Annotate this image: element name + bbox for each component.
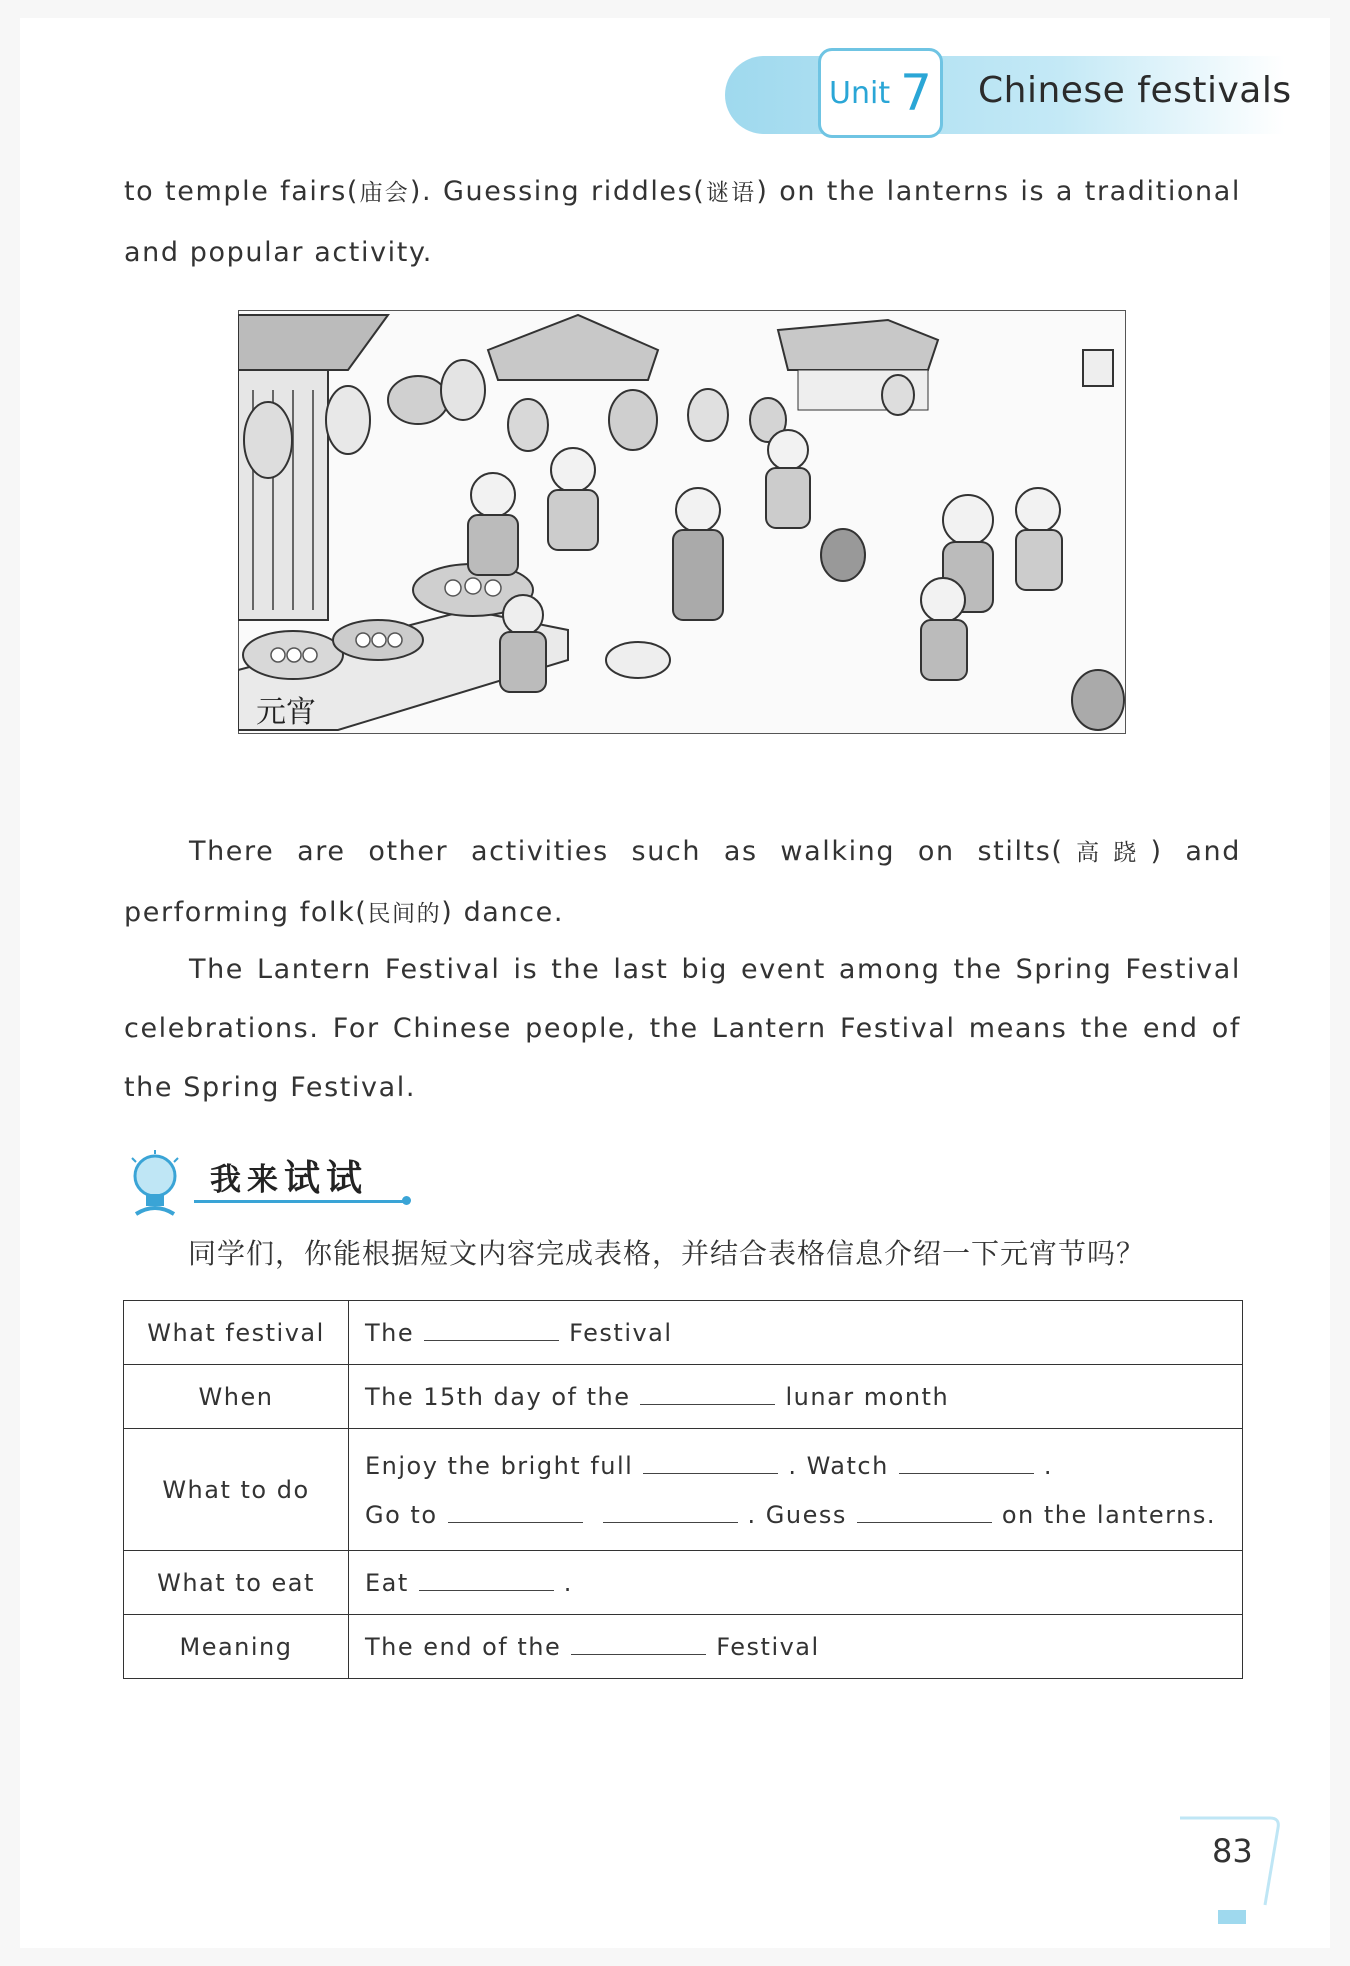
row-content: Eat . (349, 1551, 1243, 1615)
table-row (124, 1365, 1243, 1429)
row-label: What to do (124, 1429, 349, 1551)
row-label: Meaning (124, 1615, 349, 1679)
row-content: Enjoy the bright full . Watch . Go to . Guess on the lanterns. (349, 1429, 1243, 1551)
answer-blank[interactable] (424, 1318, 559, 1341)
paragraph-1: to temple fairs(庙会). Guessing riddles(谜语) on the lanterns is a traditional and popular activity. (124, 176, 1242, 268)
answer-blank[interactable] (640, 1382, 775, 1405)
instruction-text: 同学们，你能根据短文内容完成表格，并结合表格信息介绍一下元宵节吗？ (188, 1237, 1146, 1270)
row-label: What to eat (124, 1551, 349, 1615)
table-row (124, 1301, 1243, 1365)
table-row (124, 1615, 1243, 1679)
paragraph-2: There are other activities such as walking on stilts(高跷) and performing folk(民间的) dance. (124, 836, 1241, 928)
row-label: When (124, 1365, 349, 1429)
festival-info-table (123, 1300, 1243, 1679)
answer-blank[interactable] (603, 1500, 738, 1523)
row-label: What festival (124, 1301, 349, 1365)
unit-word: Unit (829, 75, 891, 111)
lightbulb-icon (128, 1150, 183, 1222)
answer-blank[interactable] (899, 1451, 1034, 1474)
table-row (124, 1551, 1243, 1615)
answer-blank[interactable] (448, 1500, 583, 1523)
title-underline (194, 1200, 406, 1203)
answer-blank[interactable] (643, 1451, 778, 1474)
chapter-title: Chinese festivals (978, 70, 1292, 111)
page-number: 83 (1212, 1832, 1253, 1870)
answer-blank[interactable] (857, 1500, 992, 1523)
answer-blank[interactable] (419, 1568, 554, 1591)
table-row (124, 1429, 1243, 1551)
row-content: The Festival (349, 1301, 1243, 1365)
row-content: The end of the Festival (349, 1615, 1243, 1679)
page-number-decoration (1170, 1810, 1290, 1930)
lantern-festival-illustration (238, 310, 1126, 734)
unit-number: 7 (900, 64, 932, 122)
title-underline-dot (402, 1196, 411, 1205)
unit-badge (818, 48, 943, 138)
paragraph-3: The Lantern Festival is the last big event among the Spring Festival celebrations. For Chinese people, the Lantern Festival means the end of the Spring Festival. (124, 954, 1241, 1103)
answer-blank[interactable] (571, 1632, 706, 1655)
row-content: The 15th day of the lunar month (349, 1365, 1243, 1429)
try-section-title: 我来试试 (210, 1157, 369, 1199)
stall-sign: 元宵 (256, 695, 316, 730)
